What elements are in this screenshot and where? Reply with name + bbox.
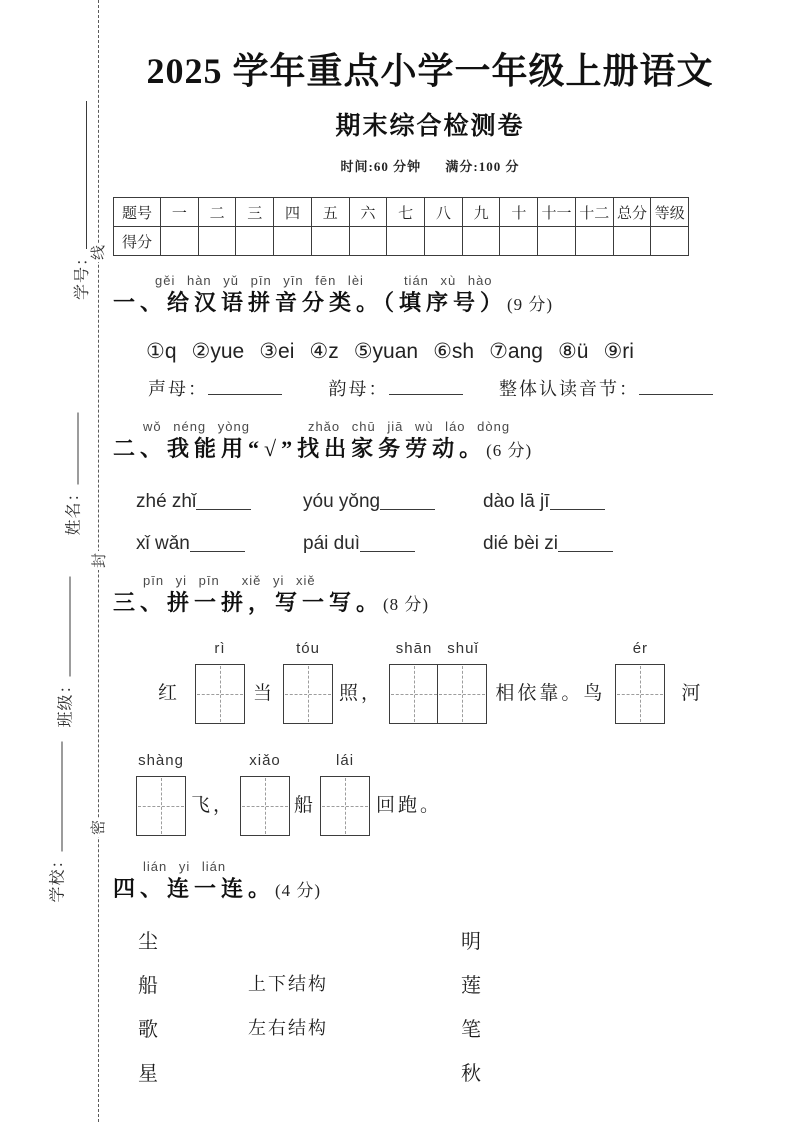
q1-title-text: 一、给汉语拼音分类。（填序号） xyxy=(113,290,508,315)
q2-item xyxy=(303,481,483,523)
q2-score: (6 分) xyxy=(486,441,533,460)
q2-pinyin xyxy=(113,419,747,435)
q3-writing-slot xyxy=(320,752,370,836)
score-cell[interactable] xyxy=(500,227,538,256)
q4-left-char[interactable]: 星 xyxy=(138,1062,158,1085)
class-blank[interactable] xyxy=(57,576,70,676)
name-label: 姓名： xyxy=(65,484,82,536)
q4-middle-spacer xyxy=(248,917,461,961)
writing-grid-box[interactable] xyxy=(615,664,665,724)
q3-sentence-2 xyxy=(113,752,747,837)
q4-structure-label[interactable]: 左右结构 xyxy=(248,1018,328,1038)
q4-pinyin-text: lián yi lián xyxy=(143,859,227,874)
name-field xyxy=(61,411,83,536)
q1-option: ④z xyxy=(309,340,339,363)
writing-grid-box-pair xyxy=(389,664,487,724)
q3-hanzi: 当 xyxy=(253,683,276,704)
shengmu-blank[interactable] xyxy=(208,381,282,395)
q3-hanzi: 回跑。 xyxy=(376,795,443,816)
q1-options xyxy=(113,338,747,365)
q4-left-char[interactable]: 船 xyxy=(138,974,158,997)
score-cell[interactable] xyxy=(425,227,463,256)
q3-hanzi: 红 xyxy=(158,683,181,704)
q3-title-text: 三、拼一拼，写一写。 xyxy=(113,590,384,615)
score-cell[interactable] xyxy=(538,227,576,256)
writing-grid-box[interactable] xyxy=(136,776,186,836)
shengmu-label: 声母： xyxy=(148,379,208,399)
q2-item-blank[interactable] xyxy=(380,495,435,510)
q1-option: ②yue xyxy=(191,340,245,363)
score-cell[interactable] xyxy=(575,227,613,256)
seal-char-feng: 封 xyxy=(92,552,109,569)
paper-meta xyxy=(113,158,747,175)
q3-pinyin-right: xiě yi xiě xyxy=(241,573,316,588)
header-cell: 六 xyxy=(349,198,387,227)
q4-score: (4 分) xyxy=(275,881,322,900)
q1-pinyin xyxy=(113,273,747,289)
writing-grid-box[interactable] xyxy=(437,664,487,724)
q2-items xyxy=(113,481,747,565)
q4-title-text: 四、连一连。 xyxy=(113,876,276,901)
q1-pinyin-right: tián xù hào xyxy=(403,273,493,288)
score-cell[interactable] xyxy=(349,227,387,256)
q3-writing-slot xyxy=(136,752,186,836)
q4-pinyin xyxy=(113,859,747,875)
class-label: 班级： xyxy=(57,676,74,728)
score-row-label: 得分 xyxy=(114,227,161,256)
full-score: 满分:100 分 xyxy=(445,159,520,174)
q1-score: (9 分) xyxy=(507,295,554,314)
q3-writing-slot-double xyxy=(389,640,487,724)
name-blank[interactable] xyxy=(65,412,78,484)
class-field xyxy=(53,573,75,728)
header-cell: 三 xyxy=(236,198,274,227)
q2-item-blank[interactable] xyxy=(190,537,245,552)
q2-item-blank[interactable] xyxy=(558,537,613,552)
q1-option: ⑤yuan xyxy=(353,340,419,363)
score-cell[interactable] xyxy=(311,227,349,256)
score-table xyxy=(113,197,727,256)
header-cell: 总分 xyxy=(613,198,651,227)
q3-writing-slot xyxy=(240,752,290,836)
q2-pinyin-right: zhǎo chū jiā wù láo dòng xyxy=(307,419,511,434)
q4-matching-area xyxy=(113,917,747,1093)
q2-item xyxy=(136,523,303,565)
q3-pinyin-left: pīn yi pīn xyxy=(143,573,220,588)
q3-hanzi: 相依靠。鸟 xyxy=(495,683,606,704)
score-cell[interactable] xyxy=(161,227,199,256)
q1-pinyin-left: gěi hàn yǔ pīn yīn fēn lèi xyxy=(155,273,364,288)
header-cell: 五 xyxy=(311,198,349,227)
header-cell: 十二 xyxy=(575,198,613,227)
q4-right-char[interactable]: 秋 xyxy=(461,1062,481,1085)
yunmu-blank[interactable] xyxy=(389,381,463,395)
score-cell[interactable] xyxy=(387,227,425,256)
header-cell: 二 xyxy=(198,198,236,227)
q3-hanzi: 船 xyxy=(294,795,317,816)
q2-item xyxy=(483,481,747,523)
header-cell: 八 xyxy=(425,198,463,227)
q2-item-blank[interactable] xyxy=(550,495,605,510)
q2-item xyxy=(136,481,303,523)
paper-subtitle: 期末综合检测卷 xyxy=(335,113,525,140)
q2-item-label: dié bèi zi xyxy=(483,533,558,554)
time-limit: 时间:60 分钟 xyxy=(340,159,422,174)
q4-left-char[interactable]: 尘 xyxy=(138,930,158,953)
q2-item-label: yóu yǒng xyxy=(303,491,381,512)
q1-option: ⑦ang xyxy=(489,340,543,363)
q3-hanzi: 照， xyxy=(339,683,384,704)
score-table-header-row xyxy=(114,198,727,227)
q3-slot-pinyin: tóu xyxy=(296,640,320,657)
q4-left-char[interactable]: 歌 xyxy=(138,1018,158,1041)
q3-score: (8 分) xyxy=(383,595,430,614)
q2-pinyin-left: wǒ néng yòng xyxy=(143,419,250,434)
student-number-label: 学号： xyxy=(73,248,91,300)
q1-answer-line xyxy=(113,377,747,401)
yunmu-label: 韵母： xyxy=(328,379,389,399)
header-cell: 十 xyxy=(500,198,538,227)
header-cell: 七 xyxy=(387,198,425,227)
q2-item xyxy=(483,523,747,565)
header-cell: 四 xyxy=(274,198,312,227)
q3-hanzi: 飞， xyxy=(191,795,236,816)
school-field xyxy=(45,738,67,903)
q4-title xyxy=(113,875,747,905)
zhengti-label: 整体认读音节： xyxy=(499,379,639,399)
q2-item xyxy=(303,523,483,565)
score-cell[interactable] xyxy=(274,227,312,256)
header-cell: 一 xyxy=(161,198,199,227)
q1-option: ⑧ü xyxy=(557,340,589,363)
q3-slot-pinyin: shàng xyxy=(138,752,184,769)
seal-char-mi: 密 xyxy=(91,819,108,836)
q4-right-char[interactable]: 明 xyxy=(461,930,481,953)
q3-writing-slot xyxy=(615,640,665,724)
header-cell: 九 xyxy=(462,198,500,227)
q1-option: ⑥sh xyxy=(433,340,475,363)
paper-title: 2025 学年重点小学一年级上册语文 xyxy=(146,51,714,91)
header-cell: 等级 xyxy=(651,198,689,227)
q2-item-blank[interactable] xyxy=(196,495,251,510)
q3-slot-pinyin: xiǎo xyxy=(249,752,281,769)
writing-grid-box[interactable] xyxy=(195,664,245,724)
q1-option: ③ei xyxy=(259,340,295,363)
q1-option: ①q xyxy=(146,340,177,363)
q3-hanzi: 河 xyxy=(681,683,704,704)
q3-slot-pinyin: rì xyxy=(214,640,226,657)
seal-char-xian: 线 xyxy=(91,244,108,261)
q4-right-char[interactable]: 笔 xyxy=(461,1018,481,1041)
student-number-blank[interactable] xyxy=(74,101,87,249)
q3-sentence-1 xyxy=(113,640,747,725)
q3-title xyxy=(113,589,747,619)
score-cell[interactable] xyxy=(236,227,274,256)
student-number-field xyxy=(69,100,91,300)
q1-option: ⑨ri xyxy=(603,340,634,363)
score-cell[interactable] xyxy=(198,227,236,256)
main-content xyxy=(113,0,747,1093)
score-table-score-row xyxy=(114,227,727,256)
q3-slot-pinyin: lái xyxy=(336,752,355,769)
q4-middle-spacer xyxy=(248,1049,461,1093)
score-cell[interactable] xyxy=(462,227,500,256)
school-label: 学校： xyxy=(49,851,66,903)
writing-grid-box[interactable] xyxy=(320,776,370,836)
q2-item-blank[interactable] xyxy=(360,537,415,552)
header-cell: 十一 xyxy=(538,198,576,227)
zhengti-blank[interactable] xyxy=(639,381,713,395)
writing-grid-box[interactable] xyxy=(283,664,333,724)
q3-pinyin xyxy=(113,573,747,589)
writing-grid-box[interactable] xyxy=(240,776,290,836)
q2-item-label: zhé zhǐ xyxy=(136,491,197,512)
writing-grid-box[interactable] xyxy=(389,664,439,724)
q3-writing-slot xyxy=(283,640,333,724)
q2-item-label: dào lā jī xyxy=(483,491,550,512)
school-blank[interactable] xyxy=(49,741,62,851)
q3-slot-pinyin: shān xyxy=(395,640,433,657)
q2-item-label: pái duì xyxy=(303,533,361,554)
header-cell: 题号 xyxy=(114,198,161,227)
q3-slot-pinyin: shuǐ xyxy=(447,640,479,657)
score-cell[interactable] xyxy=(651,227,689,256)
score-cell[interactable] xyxy=(613,227,651,256)
q2-item-label: xǐ wǎn xyxy=(136,533,190,554)
q4-right-char[interactable]: 莲 xyxy=(461,974,481,997)
q1-title xyxy=(113,289,747,319)
q3-writing-slot xyxy=(195,640,245,724)
q3-slot-pinyin: ér xyxy=(632,640,649,657)
q2-title xyxy=(113,435,747,465)
q4-structure-label[interactable]: 上下结构 xyxy=(248,974,328,994)
q2-title-text: 二、我能用“√”找出家务劳动。 xyxy=(113,436,487,461)
